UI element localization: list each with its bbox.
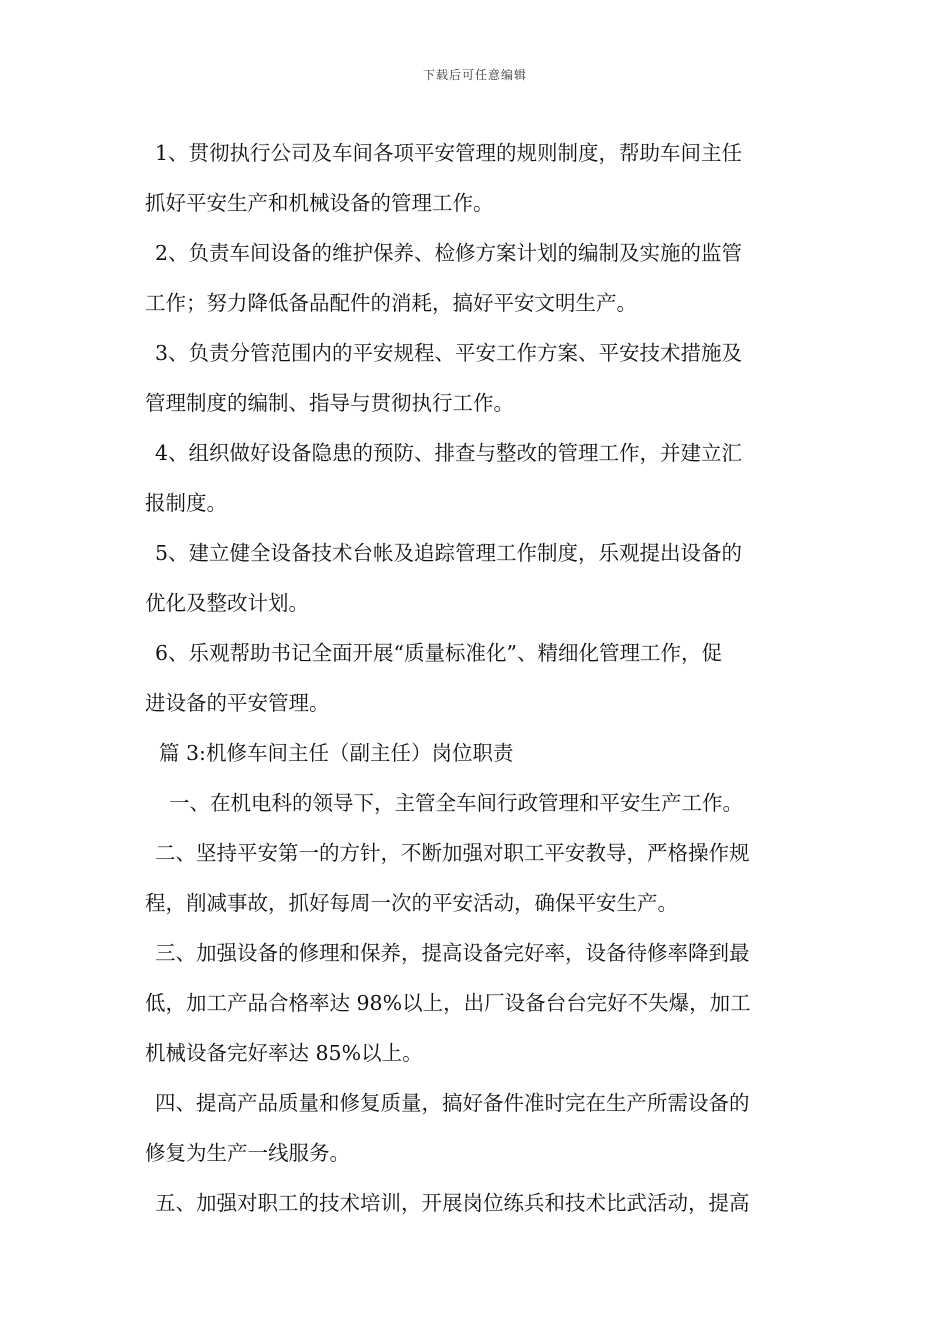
duty-3-line-2: 管理制度的编制、指导与贯彻执行工作。: [145, 391, 514, 415]
item-3-line-1: 三、加强设备的修理和保养，提高设备完好率，设备待修率降到最: [155, 941, 750, 965]
item-2-line-2: 程，削减事故，抓好每周一次的平安活动，确保平安生产。: [145, 891, 678, 915]
duty-2-line-2: 工作；努力降低备品配件的消耗，搞好平安文明生产。: [145, 291, 637, 315]
item-5-line-1: 五、加强对职工的技术培训，开展岗位练兵和技术比武活动，提高: [155, 1191, 750, 1215]
duty-2-line-1: 2、负责车间设备的维护保养、检修方案计划的编制及实施的监管: [155, 241, 743, 265]
section-heading: 篇 3:机修车间主任（副主任）岗位职责: [159, 741, 514, 765]
duty-6-line-1: 6、乐观帮助书记全面开展“质量标准化”、精细化管理工作，促: [155, 641, 723, 665]
item-2-line-1: 二、坚持平安第一的方针，不断加强对职工平安教导，严格操作规: [155, 841, 750, 865]
item-3-line-2: 低，加工产品合格率达 98%以上，出厂设备台台完好不失爆，加工: [145, 991, 751, 1015]
item-3-line-3: 机械设备完好率达 85%以上。: [145, 1041, 423, 1065]
duty-4-line-1: 4、组织做好设备隐患的预防、排查与整改的管理工作，并建立汇: [155, 441, 743, 465]
item-1-line-1: 一、在机电科的领导下，主管全车间行政管理和平安生产工作。: [169, 791, 743, 815]
item-4-line-2: 修复为生产一线服务。: [145, 1141, 350, 1165]
duty-6-line-2: 进设备的平安管理。: [145, 691, 330, 715]
page-header: 下载后可任意编辑: [422, 68, 527, 82]
item-4-line-1: 四、提高产品质量和修复质量，搞好备件准时完在生产所需设备的: [155, 1091, 750, 1115]
document-body: [145, 128, 810, 1228]
duty-5-line-2: 优化及整改计划。: [145, 591, 309, 615]
duty-4-line-2: 报制度。: [145, 491, 227, 515]
duty-1-line-1: 1、贯彻执行公司及车间各项平安管理的规则制度，帮助车间主任: [155, 141, 743, 165]
duty-3-line-1: 3、负责分管范围内的平安规程、平安工作方案、平安技术措施及: [155, 341, 743, 365]
duty-1-line-2: 抓好平安生产和机械设备的管理工作。: [145, 191, 494, 215]
duty-5-line-1: 5、建立健全设备技术台帐及追踪管理工作制度，乐观提出设备的: [155, 541, 743, 565]
